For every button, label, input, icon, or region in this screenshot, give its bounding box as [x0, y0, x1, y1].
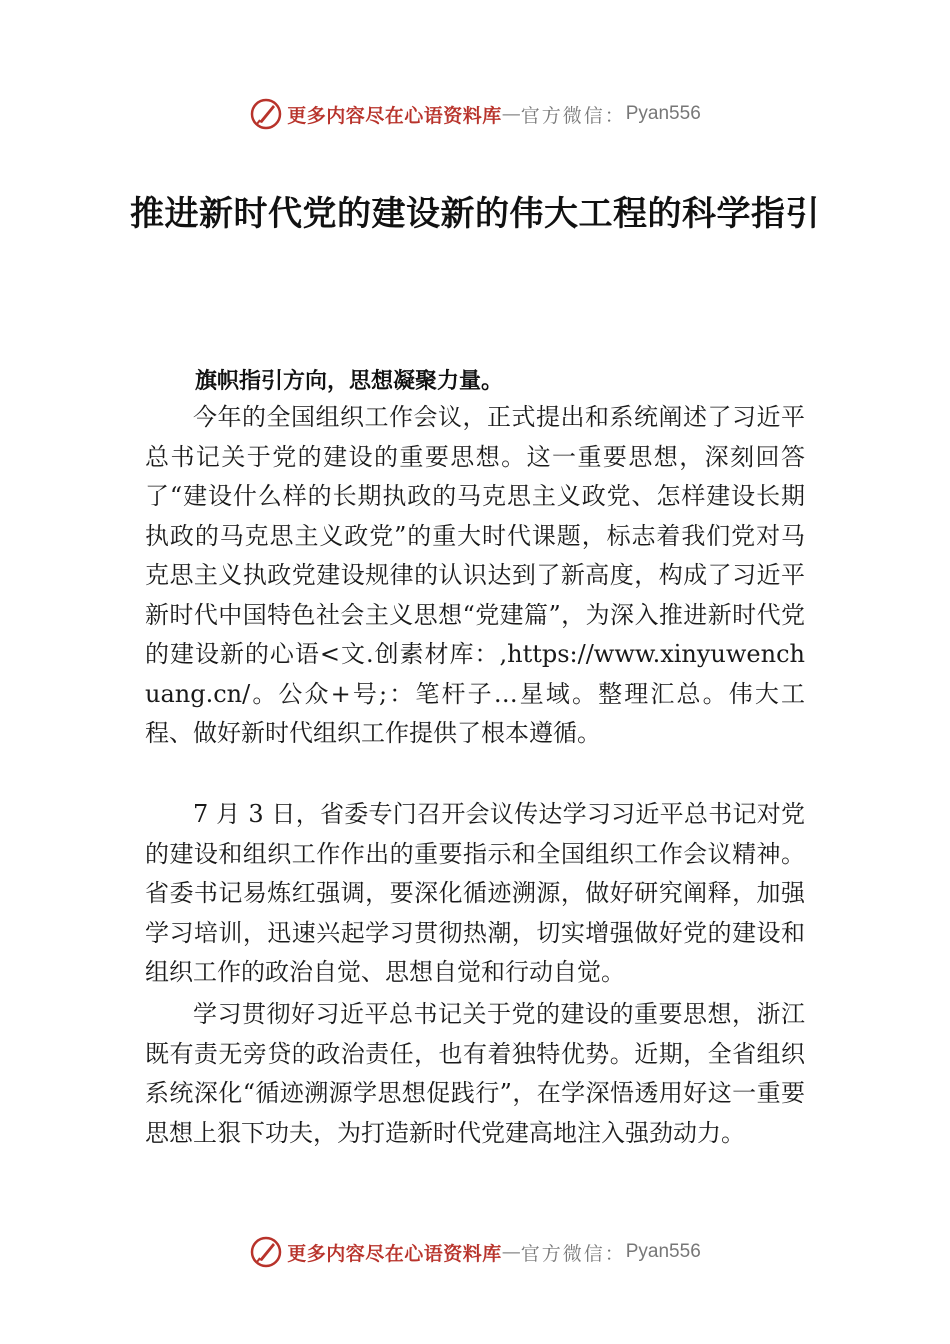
body-paragraph-3: 学习贯彻好习近平总书记关于党的建设的重要思想，浙江既有责无旁贷的政治责任，也有着独特优势。近期，全省组织系统深化“循迹溯源学思想促践行”，在学深悟透用好这一重要思想上狠下功夫，为打造新时代党建高地注入强劲动力。: [145, 1000, 805, 1147]
section-subheading: 旗帜指引方向，思想凝聚力量。: [195, 369, 504, 394]
footer-banner: [0, 1230, 950, 1274]
banner-separator: —: [501, 1241, 521, 1263]
body-paragraph-2: 7 月 3 日，省委专门召开会议传达学习习近平总书记对党的建设和组织工作作出的重要指示和全国组织工作会议精神。省委书记易炼红强调，要深化循迹溯源，做好研究阐释，加强学习培训，迅速兴起学习贯彻热潮，切实增强做好党的建设和组织工作的政治自觉、思想自觉和行动自觉。: [145, 800, 805, 986]
banner-wechat-id: Pyan556: [625, 1241, 701, 1262]
banner-separator: —: [501, 103, 521, 125]
banner-wechat-label: 官方微信：: [520, 1242, 626, 1265]
banner-wechat-id: Pyan556: [625, 103, 701, 124]
page-title: 推进新时代党的建设新的伟大工程的科学指引: [130, 194, 820, 234]
body-paragraph-1: 今年的全国组织工作会议，正式提出和系统阐述了习近平总书记关于党的建设的重要思想。这一重要思想，深刻回答了“建设什么样的长期执政的马克思主义政党、怎样建设长期执政的马克思主义政党”的重大时代课题，标志着我们党对马克思主义执政党建设规律的认识达到了新高度，构成了习近平新时代中国特色社会主义思想“党建篇”，为深入推进新时代党的建设新的心语<文.创素材库：,https://www.xinyuwenchuang.cn/。公众+号;：笔杆子…星域。整理汇总。伟大工程、做好新时代组织工作提供了根本遵循。: [145, 403, 805, 747]
banner-main-text: 更多内容尽在心语资料库: [287, 104, 502, 127]
header-banner: [0, 92, 950, 136]
banner-wechat-label: 官方微信：: [520, 104, 626, 127]
quill-logo-icon: [249, 97, 283, 131]
quill-logo-icon: [249, 1235, 283, 1269]
banner-main-text: 更多内容尽在心语资料库: [287, 1242, 502, 1265]
